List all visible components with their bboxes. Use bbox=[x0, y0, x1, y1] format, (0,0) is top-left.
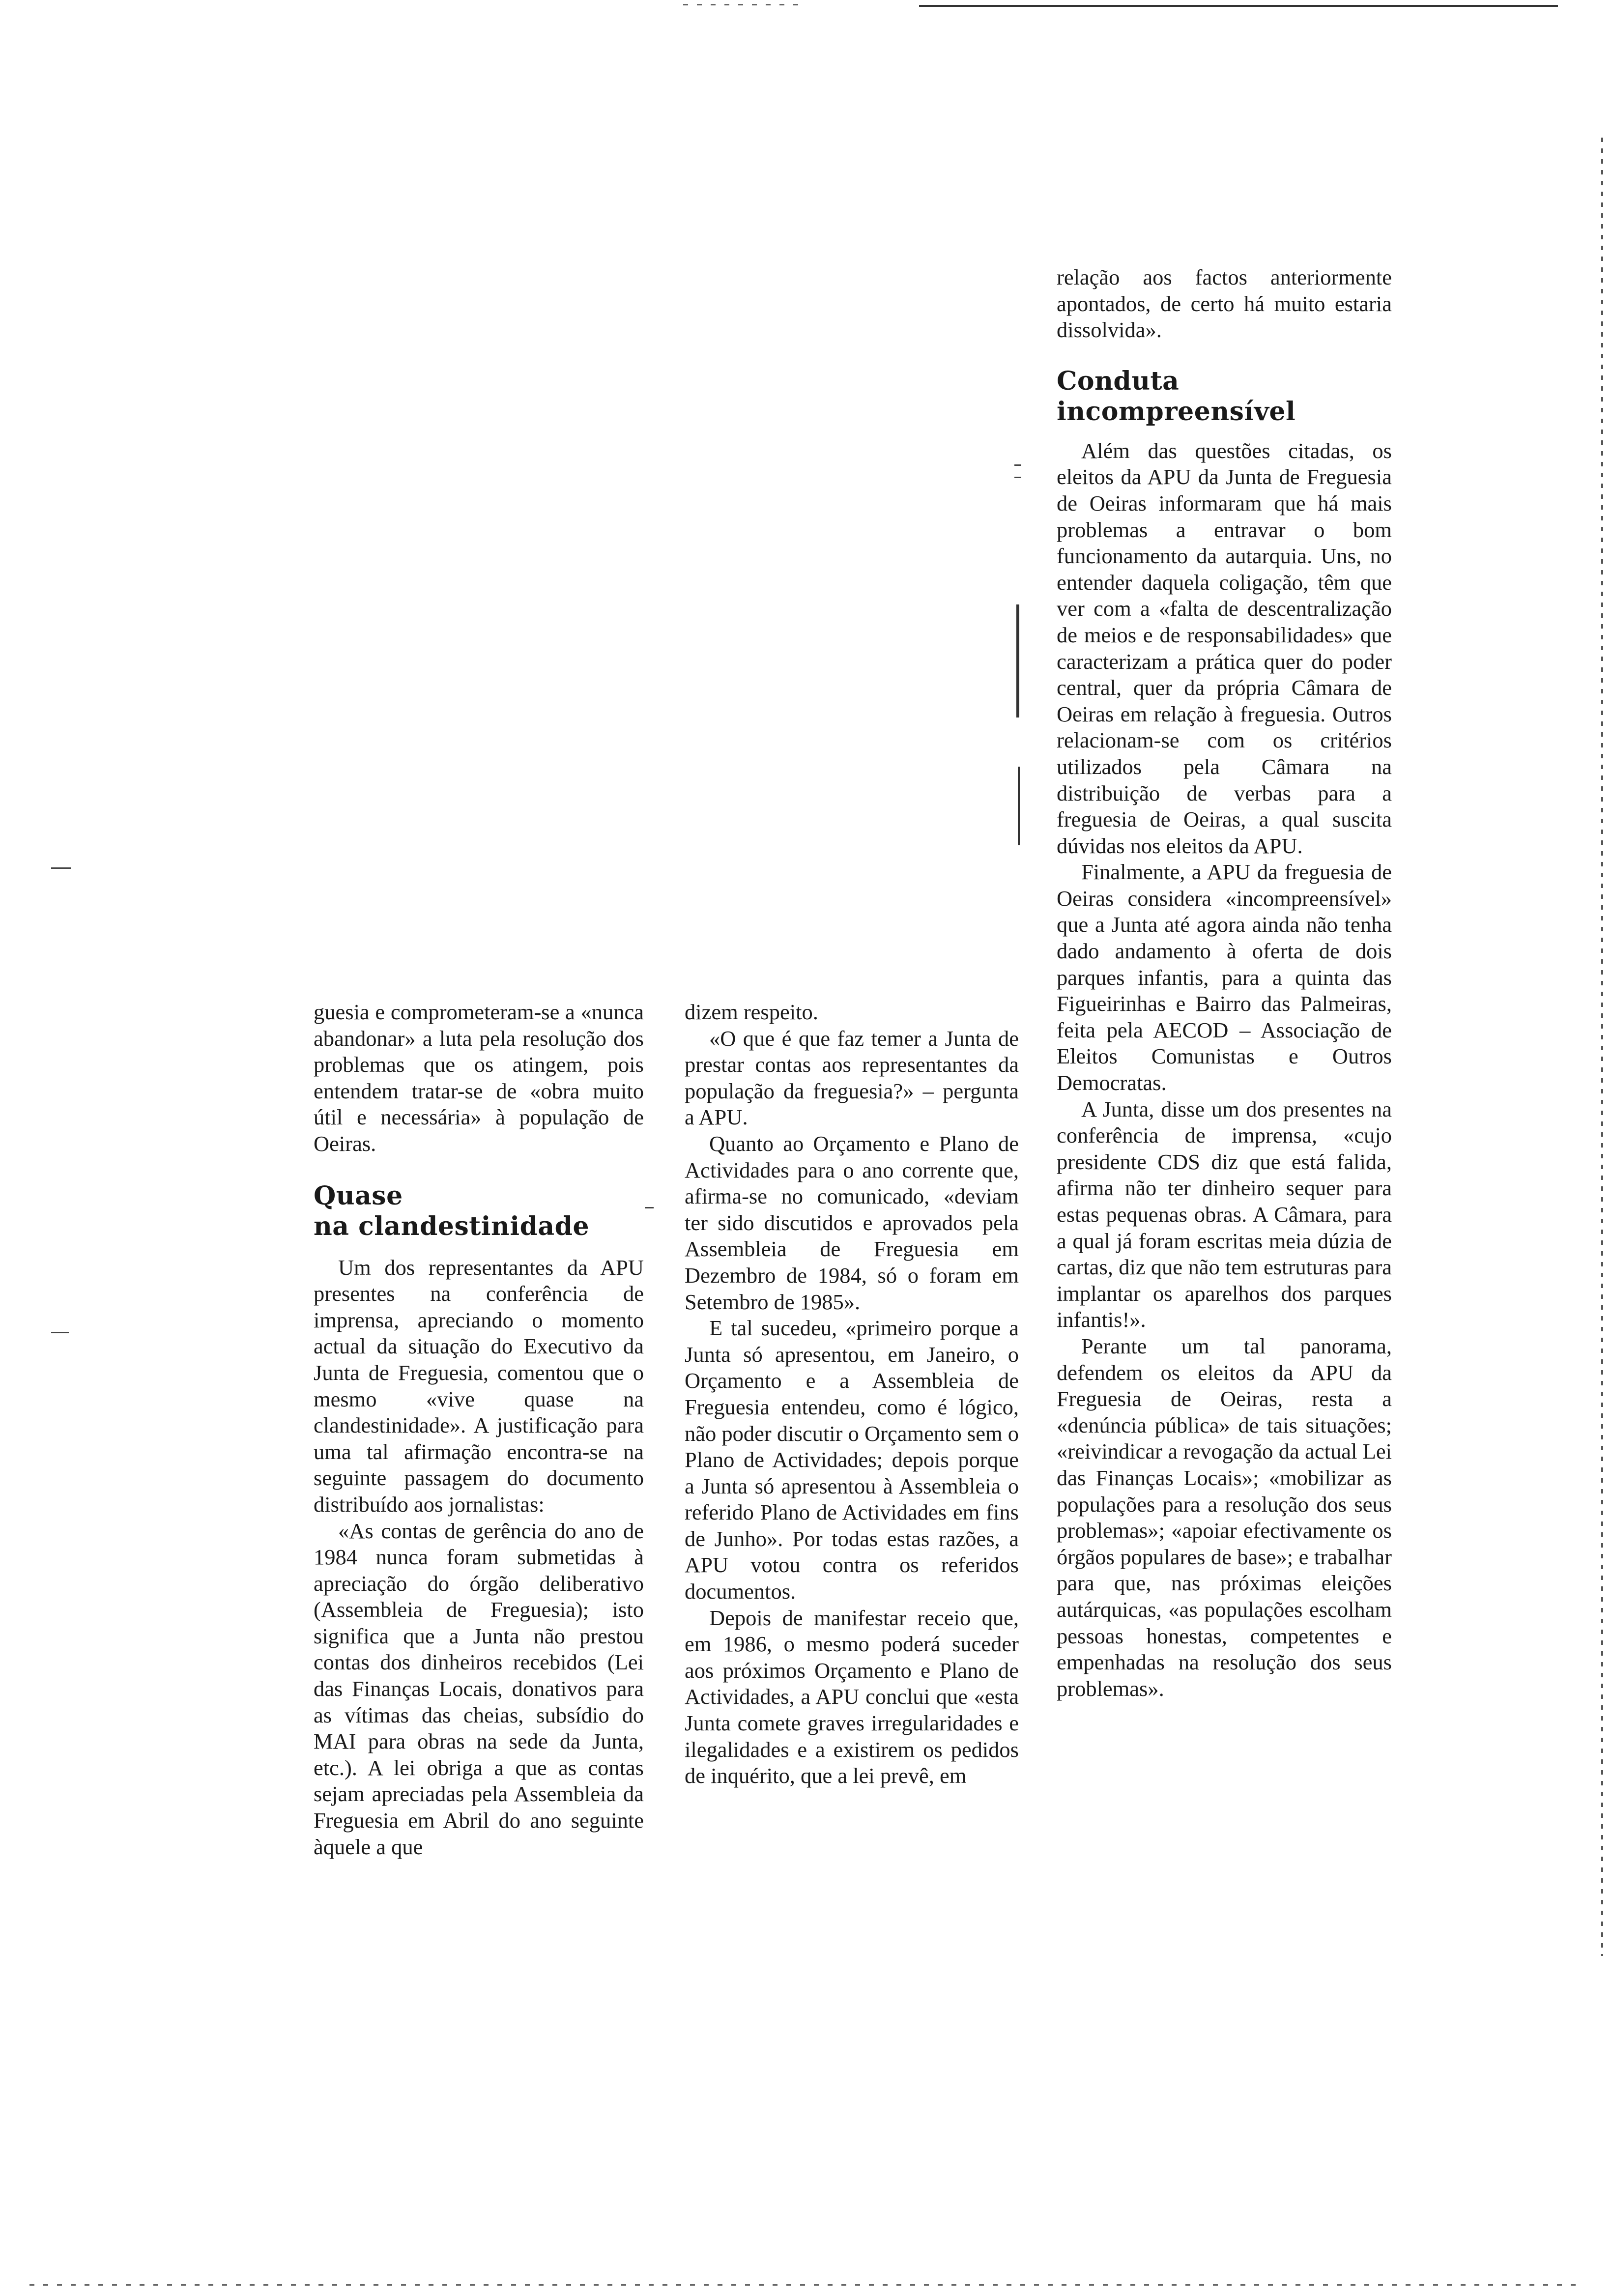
heading-quase-na-clandestinidade bbox=[314, 1181, 644, 1242]
heading-line-1: Quase bbox=[314, 1180, 403, 1211]
middle-paragraph-3: Quanto ao Orçamento e Plano de Actividades para o ano corrente que, afirma-se no comunicado, «deviam ter sido discutidos e aprovados pela Assembleia de Freguesia em Dezembro de 1984, só o foram em Setembro de 1985». bbox=[685, 1131, 1019, 1314]
top-dotted-rule bbox=[683, 4, 801, 5]
heading-line-1: Conduta bbox=[1057, 366, 1180, 396]
right-edge-dots bbox=[1601, 138, 1603, 1956]
column-middle bbox=[685, 999, 1019, 1789]
margin-dash-3 bbox=[51, 867, 71, 869]
top-rule bbox=[919, 5, 1558, 7]
column-margin-bar-lower bbox=[1018, 767, 1020, 845]
left-paragraph-1: guesia e comprometeram-se a «nunca abandonar» a luta pela resolução dos problemas que os atingem, pois entendem tratar-se de «obra muito útil e necessária» à população de Oeiras. bbox=[314, 1000, 644, 1156]
middle-paragraph-4: E tal sucedeu, «primeiro porque a Junta só apresentou, em Janeiro, o Orçamento e a Assembleia de Freguesia entendeu, como é lógico, não poder discutir o Orçamento sem o Plano de Actividades; depois porque a Junta só apresentou à Assembleia o referido Plano de Actividades em fins de Junho». Por todas estas razões, a APU votou contra os referidos documentos. bbox=[685, 1316, 1019, 1604]
margin-dash-2 bbox=[1014, 477, 1021, 478]
column-right bbox=[1057, 264, 1392, 1702]
margin-dash-1 bbox=[1014, 464, 1021, 466]
right-paragraph-1: relação aos factos anteriormente apontados, de certo há muito estaria dissolvida». bbox=[1057, 265, 1392, 343]
middle-paragraph-2: «O que é que faz temer a Junta de prestar contas aos representantes da população da freguesia?» – pergunta a APU. bbox=[685, 1026, 1019, 1130]
heading-line-2: incompreensível bbox=[1057, 396, 1296, 427]
margin-dash-5 bbox=[645, 1207, 654, 1208]
left-paragraph-3: «As contas de gerência do ano de 1984 nunca foram submetidas à apreciação do órgão deliberativo (Assembleia de Freguesia); isto significa que a Junta não prestou contas dos dinheiros recebidos (Lei das Finanças Locais, donativos para as vítimas das cheias, subsídio do MAI para obras na sede da Junta, etc.). A lei obriga a que as contas sejam apreciadas pela Assembleia da Freguesia em Abril do ano seguinte àquele a que bbox=[314, 1518, 644, 1859]
column-left bbox=[314, 999, 644, 1860]
right-paragraph-2: Além das questões citadas, os eleitos da APU da Junta de Freguesia de Oeiras informaram que há mais problemas a entravar o bom funcionamento da autarquia. Uns, no entender daquela coligação, têm que ver com a «falta de descentralização de meios e de responsabilidades» que caracterizam a prática quer do poder central, quer da própria Câmara de Oeiras em relação à freguesia. Outros relacionam-se com os critérios utilizados pela Câmara na distribuição de verbas para a freguesia de Oeiras, a qual suscita dúvidas nos eleitos da APU. bbox=[1057, 438, 1392, 858]
right-paragraph-4: A Junta, disse um dos presentes na conferência de imprensa, «cujo presidente CDS diz que está falida, afirma não ter dinheiro sequer para estas pequenas obras. A Câmara, para a qual já foram escritas meia dúzia de cartas, diz que não tem estruturas para implantar os aparelhos dos parques infantis!». bbox=[1057, 1096, 1392, 1332]
middle-paragraph-1: dizem respeito. bbox=[685, 1000, 818, 1024]
bottom-dotted-rule bbox=[29, 2284, 1578, 2286]
column-margin-bar bbox=[1016, 604, 1019, 718]
left-paragraph-2: Um dos representantes da APU presentes na conferência de imprensa, apreciando o momento actual da situação do Executivo da Junta de Freguesia, comentou que o mesmo «vive quase na clandestinidade». A justificação para uma tal afirmação encontra-se na seguinte passagem do documento distribuído aos jornalistas: bbox=[314, 1255, 644, 1517]
heading-conduta-incompreensivel bbox=[1057, 366, 1392, 427]
right-paragraph-3: Finalmente, a APU da freguesia de Oeiras considera «incompreensível» que a Junta até agora ainda não tenha dado andamento à oferta de dois parques infantis, para a quinta das Figueirinhas e Bairro das Palmeiras, feita pela AECOD – Associação de Eleitos Comunistas e Outros Democratas. bbox=[1057, 860, 1392, 1095]
margin-dash-4 bbox=[51, 1332, 69, 1333]
right-paragraph-5: Perante um tal panorama, defendem os eleitos da APU da Freguesia de Oeiras, resta a «denúncia pública» de tais situações; «reivindicar a revogação da actual Lei das Finanças Locais»; «mobilizar as populações para a resolução dos seus problemas»; «apoiar efectivamente os órgãos populares de base»; e trabalhar para que, nas próximas eleições autárquicas, «as populações escolham pessoas honestas, competentes e empenhadas na resolução dos seus problemas». bbox=[1057, 1333, 1392, 1701]
heading-line-2: na clandestinidade bbox=[314, 1211, 590, 1241]
middle-paragraph-5: Depois de manifestar receio que, em 1986, o mesmo poderá suceder aos próximos Orçamento e Plano de Actividades, a APU conclui que «esta Junta comete graves irregularidades e ilegalidades e a existirem os pedidos de inquérito, que a lei prevê, em bbox=[685, 1605, 1019, 1788]
